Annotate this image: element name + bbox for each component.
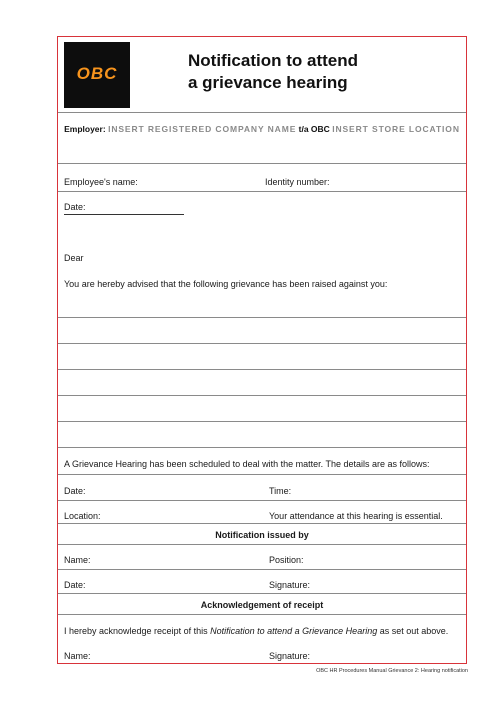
divider: [58, 569, 466, 570]
issued-signature-label[interactable]: Signature:: [269, 580, 311, 590]
grievance-line-5[interactable]: [58, 421, 466, 422]
dear-text: Dear: [64, 253, 84, 263]
grievance-line-6[interactable]: [58, 447, 466, 448]
obc-logo: [64, 42, 130, 108]
divider: [58, 163, 466, 164]
divider: [58, 614, 466, 615]
date-underline: [64, 214, 184, 215]
form-title: [188, 50, 358, 94]
receipt-text-after: as set out above.: [379, 626, 449, 636]
grievance-line-2[interactable]: [58, 343, 466, 344]
issued-name-label[interactable]: Name:: [64, 555, 91, 565]
receipt-text-before: I hereby acknowledge receipt of this: [64, 626, 208, 636]
page-footer: OBC HR Procedures Manual Grievance 2: Hearing notification: [316, 668, 468, 674]
company-name-placeholder[interactable]: INSERT REGISTERED COMPANY NAME: [108, 124, 297, 134]
issued-position-label[interactable]: Position:: [269, 555, 304, 565]
divider: [58, 523, 466, 524]
receipt-name-label[interactable]: Name:: [64, 651, 91, 661]
advised-text: You are hereby advised that the following grievance has been raised against you:: [64, 279, 388, 289]
grievance-line-4[interactable]: [58, 395, 466, 396]
receipt-text-italic: Notification to attend a Grievance Hearing: [210, 626, 378, 636]
trading-as: t/a OBC: [298, 124, 330, 134]
divider: [58, 474, 466, 475]
divider: [58, 112, 466, 113]
divider: [58, 191, 466, 192]
issued-date-label[interactable]: Date:: [64, 580, 86, 590]
divider: [58, 544, 466, 545]
hearing-date-label[interactable]: Date:: [64, 486, 86, 496]
store-location-placeholder[interactable]: INSERT STORE LOCATION: [332, 124, 460, 134]
hearing-location-label[interactable]: Location:: [64, 511, 101, 521]
title-line-2: a grievance hearing: [188, 73, 348, 92]
divider: [58, 593, 466, 594]
title-line-1: Notification to attend: [188, 51, 358, 70]
scheduled-text: A Grievance Hearing has been scheduled to deal with the matter. The details are as follows:: [64, 459, 430, 469]
receipt-text: [64, 626, 448, 637]
issued-heading: Notification issued by: [215, 530, 309, 540]
identity-number-label[interactable]: Identity number:: [265, 177, 330, 187]
employer-label: Employer:: [64, 124, 106, 134]
grievance-line-1[interactable]: [58, 317, 466, 318]
receipt-heading: Acknowledgement of receipt: [200, 600, 324, 610]
employer-line: [58, 124, 466, 134]
receipt-signature-label[interactable]: Signature:: [269, 651, 311, 661]
date-label[interactable]: Date:: [64, 202, 86, 212]
form-frame: [57, 36, 467, 664]
hearing-time-label[interactable]: Time:: [269, 486, 292, 496]
logo-text: OBC: [76, 64, 118, 83]
employee-name-label[interactable]: Employee's name:: [64, 177, 138, 187]
grievance-line-3[interactable]: [58, 369, 466, 370]
divider: [58, 500, 466, 501]
attendance-text: Your attendance at this hearing is essential.: [269, 511, 443, 521]
